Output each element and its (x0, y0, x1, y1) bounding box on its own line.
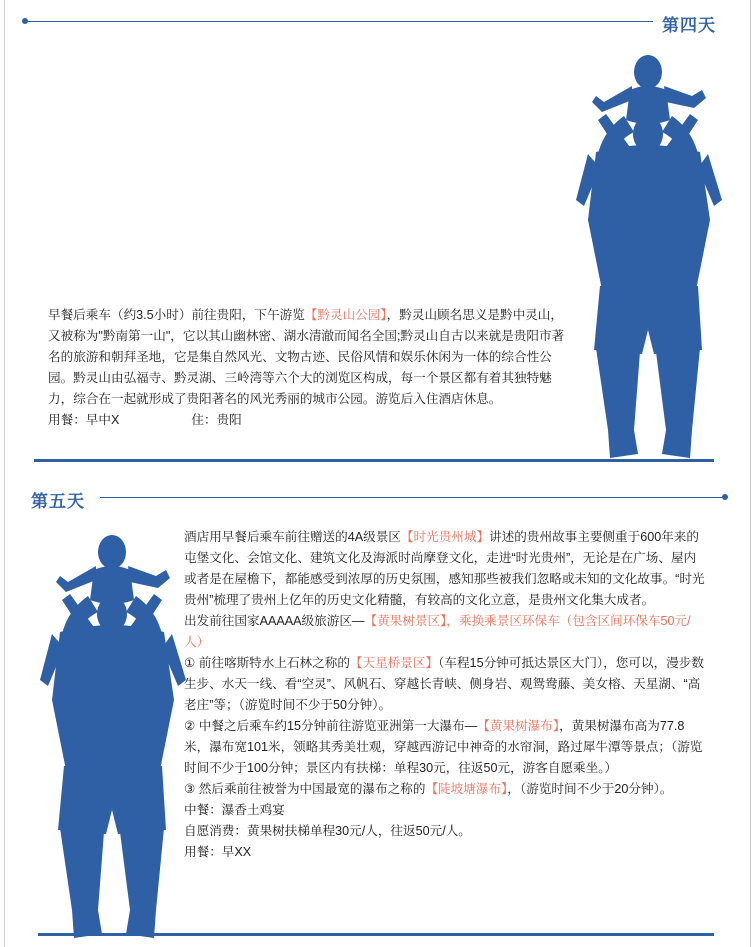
day5-meals: 用餐：早XX (184, 845, 252, 859)
day4-meals-row (48, 410, 573, 431)
day4-bottom-rule (34, 459, 714, 462)
day4-highlight-qianlingshan: 【黔灵山公园】 (304, 308, 387, 322)
parent-child-silhouette-left (38, 530, 188, 940)
day5-bottom-rule (38, 933, 714, 936)
day4-stay: 住：贵阳 (191, 413, 242, 427)
day5-title: 第五天 (31, 492, 85, 511)
day5-highlight-doupotang: 【陡坡塘瀑布】 (425, 782, 508, 796)
day5-paragraph-3: ① 前往喀斯特水上石林之称的【天星桥景区】（车程15分钟可抵达景区大门），您可以，漫步数生步、水天一线、看“空灵”、风帆石、穿越长青峡、侧身岩、观鸳鸯藤、美女榕、天星湖、“高老庄”等；（游览时间不少于50分钟）。 (184, 656, 704, 712)
day5-paragraph-4: ② 中餐之后乘车约15分钟前往游览亚洲第一大瀑布—【黄果树瀑布】，黄果树瀑布高为77.8米，瀑布宽101米，领略其秀美壮观，穿越西游记中神奇的水帘洞，路过犀牛潭等景点；（游览时间不少于100分钟；景区内有扶梯：单程30元，往返50元，游客自愿乘坐。） (184, 719, 703, 775)
parent-child-silhouette-right (574, 50, 724, 460)
day4-description (48, 305, 573, 431)
day5-paragraph-5: ③ 然后乘前往被誉为中国最宽的瀑布之称的【陡坡塘瀑布】，（游览时间不少于20分钟）。 (184, 782, 673, 796)
day4-meals: 用餐：早中X (48, 413, 120, 427)
day4-header-line (25, 21, 653, 22)
day4-title: 第四天 (662, 16, 716, 35)
day5-highlight-waterfall: 【黄果树瀑布】 (477, 719, 560, 733)
day5-highlight-shiguang: 【时光贵州城】 (400, 530, 490, 544)
frame-left-border (4, 0, 5, 947)
day5-optional-expense: 自愿消费：黄果树扶梯单程30元/人，往返50元/人。 (184, 824, 471, 838)
day5-lunch: 中餐：瀑香土鸡宴 (184, 803, 285, 817)
day5-description (184, 527, 706, 863)
day5-highlight-tianxingqiao: 【天星桥景区】 (349, 656, 439, 670)
day5-paragraph-2: 出发前往国家AAAAA级旅游区—【黄果树景区】，乘换乘景区环保车（包含区间环保车50元/人） (184, 614, 691, 649)
day5-header-line (100, 497, 725, 498)
day5-header-dot (722, 494, 728, 500)
frame-right-border (750, 0, 751, 947)
day5-highlight-huangguoshu: 【黄果树景区】，乘换乘景区环保车（包含区间环保车50元/人） (184, 614, 691, 649)
day4-paragraph: 早餐后乘车（约3.5小时）前往贵阳，下午游览【黔灵山公园】，黔灵山顾名思义是黔中灵山，又被称为"黔南第一山"，它以其山幽林密、湖水清澈而闻名全国;黔灵山自古以来就是贵阳市著名的旅游和朝拜圣地，它是集自然风光、文物古迹、民俗风情和娱乐休闲为一体的综合性公园。黔灵山由弘福寺、黔灵湖、三岭湾等六个大的浏览区构成，每一个景区都有着其独特魅力，综合在一起就形成了贵阳著名的风光秀丽的城市公园。游览后入住酒店休息。 (48, 308, 565, 406)
day5-paragraph-1: 酒店用早餐后乘车前往赠送的4A级景区【时光贵州城】讲述的贵州故事主要侧重于600年来的屯堡文化、会馆文化、建筑文化及海派时尚摩登文化，走进“时光贵州”，无论是在广场、屋内或者是在屋檐下，都能感受到浓厚的历史氛围，感知那些被我们忽略或未知的文化故事。“时光贵州”梳理了贵州上亿年的历史文化精髓，有较高的文化立意，是贵州文化集大成者。 (184, 530, 705, 607)
